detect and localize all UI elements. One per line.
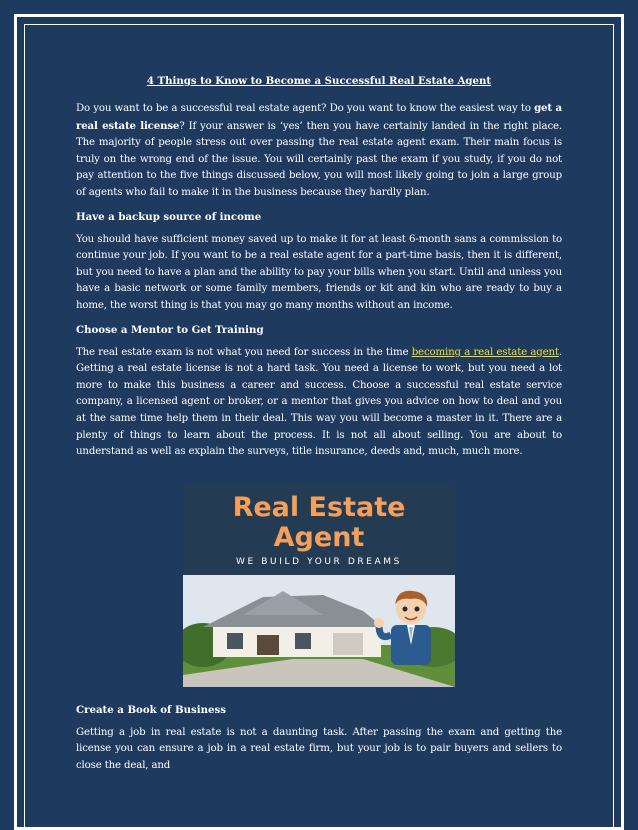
intro-text-start: Do you want to be a successful real estate agent? Do you want to know the easiest way to — [76, 103, 535, 114]
section-heading-mentor: Choose a Mentor to Get Training — [76, 323, 264, 336]
real-estate-agent-banner — [183, 483, 455, 687]
intro-bold-phrase: get a real estate license — [76, 102, 562, 132]
house-photo — [183, 575, 455, 687]
mentor-text-end: . Getting a real estate license is not a hard task. You need a license to work, but you need a lot more to make this business a career and success. Choose a successful real estate service company, a licensed agent or broker, or a mentor that gives you advice on how to deal and you at the same time help them in their deal. This way you will become a master in it. There are a plenty of things to learn about the process. It is not all about selling. You are about to understand as well as explain the surveys, title insurance, deeds and, much, much more. — [76, 346, 562, 458]
document-title: 4 Things to Know to Become a Successful Real Estate Agent — [146, 75, 492, 87]
banner-title-line2: Agent — [273, 521, 365, 553]
becoming-agent-link[interactable]: becoming a real estate agent — [411, 346, 559, 358]
banner-title-line1: Real Estate — [232, 491, 406, 523]
document-body — [76, 74, 562, 774]
section-heading-business: Create a Book of Business — [76, 703, 226, 716]
intro-text-end: ? If your answer is ‘yes’ then you have certainly landed in the right place. The majority of people stress out over passing the real estate agent exam. Their main focus is truly on the wrong end of the issue. You will certainly past the exam if you study, if you do not pay attention to the five things discussed below, you will most likely going to join a large group of agents who fail to make it in the business because they hardly plan. — [76, 120, 562, 198]
section-paragraph-business: Getting a job in real estate is not a daunting task. After passing the exam and getting the license you can ensure a job in a real estate firm, but your job is to pair buyers and sellers to close the deal, and — [76, 726, 562, 771]
section-paragraph-income: You should have sufficient money saved up to make it for at least 6-month sans a commission to continue your job. If you want to be a real estate agent for a part-time basis, then it is different, but you need to have a plan and the ability to pay your bills when you start. Until and unless you have a basic network or some family members, friends or kit and kin who are ready to buy a home, the worst thing is that you may go many months without an income. — [76, 233, 562, 311]
section-heading-income: Have a backup source of income — [76, 210, 262, 223]
intro-paragraph — [76, 100, 562, 202]
section-paragraph-mentor — [76, 345, 562, 461]
banner-tagline: WE BUILD YOUR DREAMS — [236, 556, 402, 567]
mentor-text-start: The real estate exam is not what you need for success in the time — [76, 346, 412, 358]
